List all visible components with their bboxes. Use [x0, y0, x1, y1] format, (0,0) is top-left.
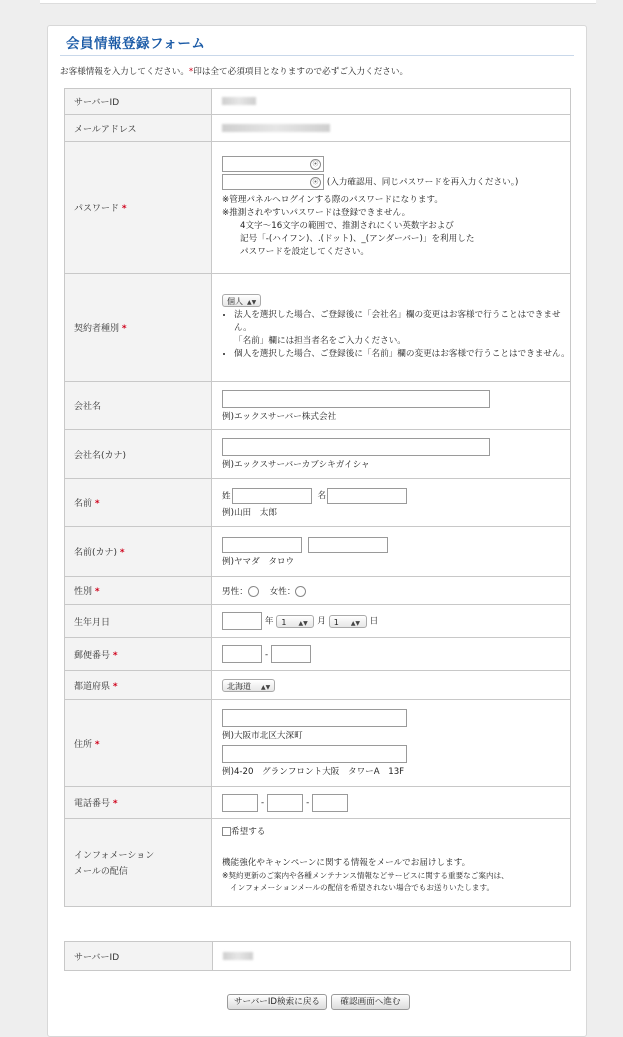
- birthday-cell: [212, 605, 571, 638]
- birth-year-input[interactable]: [222, 612, 262, 630]
- required-mark: *: [121, 324, 127, 334]
- postal-separator: -: [265, 649, 269, 660]
- row-password: [65, 142, 571, 274]
- back-to-search-button[interactable]: サーバーID検索に戻る: [227, 994, 327, 1010]
- phone-separator-1: -: [261, 798, 265, 808]
- birth-day-selected: 1: [333, 617, 339, 627]
- first-name-input[interactable]: [327, 488, 407, 504]
- first-name-kana-input[interactable]: [308, 537, 388, 553]
- title-divider: [60, 55, 574, 56]
- contract-type-notes: [222, 309, 570, 361]
- row-name-kana: [65, 527, 571, 577]
- password-confirm-hint: (入力確認用、同じパスワードを再入力ください。): [326, 177, 519, 188]
- required-mark: *: [94, 587, 100, 597]
- row-summary-server-id: [65, 942, 571, 971]
- postal-code-second-input[interactable]: [271, 645, 311, 663]
- password-cell: [212, 142, 571, 274]
- select-arrows-icon: ▲▼: [298, 619, 308, 627]
- birthday-label: 生年月日: [65, 605, 212, 638]
- required-mark: *: [112, 799, 118, 809]
- male-radio[interactable]: [248, 586, 259, 597]
- contract-type-select[interactable]: [222, 294, 261, 307]
- address-example-2: 例)4-20 グランフロント大阪 タワーA 13F: [222, 767, 405, 777]
- last-name-label: 姓: [222, 491, 231, 501]
- row-gender: [65, 577, 571, 605]
- company-kana-example: 例)エックスサーバーカブシキガイシャ: [222, 460, 370, 470]
- prefecture-select[interactable]: [222, 679, 275, 692]
- prefecture-label: [65, 671, 212, 700]
- phone-part1-input[interactable]: [222, 794, 258, 812]
- server-id-value: [212, 89, 571, 115]
- name-kana-example: 例)ヤマダ タロウ: [222, 556, 295, 567]
- female-label: 女性：: [269, 586, 296, 597]
- password-label: [65, 142, 212, 274]
- password-note-3: 4文字〜16文字の範囲で、推測されにくい英数字および: [240, 221, 454, 231]
- prefecture-cell: [212, 671, 571, 700]
- contract-note-1-text: 法人を選択した場合、ご登録後に「会社名」欄の変更はお客様で行うことはできません。: [234, 310, 561, 333]
- password-label-text: パスワード: [74, 204, 120, 214]
- row-server-id: [65, 89, 571, 115]
- required-mark: *: [94, 499, 100, 509]
- top-bar: [40, 0, 596, 4]
- contract-type-label: [65, 274, 212, 382]
- newsletter-label-line2: メールの配信: [74, 867, 128, 877]
- phone-part3-input[interactable]: [312, 794, 348, 812]
- name-example: 例)山田 太郎: [222, 507, 277, 518]
- company-kana-input[interactable]: [222, 438, 490, 456]
- prefecture-selected: 北海道: [227, 681, 251, 691]
- prefecture-label-text: 都道府県: [74, 681, 111, 692]
- proceed-to-confirm-button[interactable]: 確認画面へ進む: [331, 994, 410, 1010]
- row-phone: [65, 787, 571, 819]
- row-company: [65, 382, 571, 430]
- newsletter-note-1: ※契約更新のご案内や各種メンテナンス情報などサービスに関する重要なご案内は、: [222, 871, 509, 880]
- row-name: [65, 479, 571, 527]
- required-mark: *: [119, 548, 125, 558]
- newsletter-cell: [212, 819, 571, 907]
- contract-type-selected: 個人: [227, 297, 243, 306]
- password-input[interactable]: [222, 156, 324, 172]
- company-kana-cell: [212, 430, 571, 479]
- gender-label-text: 性別: [74, 587, 93, 597]
- row-contract-type: [65, 274, 571, 382]
- phone-part2-input[interactable]: [267, 794, 303, 812]
- birth-month-selected: 1: [281, 617, 287, 627]
- address-label-text: 住所: [74, 739, 93, 750]
- contract-note-2: • 個人を選択した場合、ご登録後に「名前」欄の変更はお客様で行うことはできません。: [234, 348, 570, 361]
- postal-label: [65, 638, 212, 671]
- company-label: 会社名: [65, 382, 212, 430]
- email-value: [212, 115, 571, 142]
- form-intro: [60, 65, 408, 77]
- postal-cell: [212, 638, 571, 671]
- row-prefecture: [65, 671, 571, 700]
- day-unit: 日: [369, 616, 379, 627]
- row-postal: [65, 638, 571, 671]
- contract-type-label-text: 契約者種別: [74, 324, 120, 334]
- postal-label-text: 郵便番号: [74, 650, 111, 661]
- birth-month-select[interactable]: [276, 615, 314, 628]
- registration-table: [64, 88, 571, 907]
- contract-type-cell: [212, 274, 571, 382]
- required-mark: *: [112, 650, 118, 661]
- required-mark: *: [94, 739, 100, 750]
- year-unit: 年: [264, 616, 274, 627]
- select-arrows-icon: ▲▼: [350, 619, 361, 627]
- page-title: 会員情報登録フォーム: [66, 36, 206, 52]
- name-kana-cell: [212, 527, 571, 577]
- postal-code-first-input[interactable]: [222, 645, 262, 663]
- intro-required-star: *: [188, 67, 194, 77]
- newsletter-checkbox[interactable]: [222, 827, 231, 836]
- row-newsletter: [65, 819, 571, 907]
- summary-server-id-value: [213, 942, 571, 971]
- row-birthday: [65, 605, 571, 638]
- company-kana-label: 会社名(カナ): [65, 430, 212, 479]
- month-unit: 月: [317, 616, 326, 627]
- masked-email: [222, 124, 330, 132]
- masked-server-id: [223, 952, 253, 960]
- email-label: メールアドレス: [65, 115, 212, 142]
- required-mark: *: [121, 204, 127, 214]
- gender-label: [65, 577, 212, 605]
- intro-text-after: 印は全て必須項目となりますので必ずご入力ください。: [193, 67, 409, 77]
- newsletter-checkbox-label[interactable]: 希望する: [231, 827, 266, 837]
- address-line1-input[interactable]: [222, 709, 407, 727]
- name-cell: [212, 479, 571, 527]
- key-icon: ⦿: [310, 177, 321, 188]
- required-mark: *: [112, 681, 118, 692]
- password-note-1: ※管理パネルへログインする際のパスワードになります。: [222, 195, 443, 205]
- last-name-input[interactable]: [232, 488, 312, 504]
- company-cell: [212, 382, 571, 430]
- newsletter-label: [65, 819, 212, 907]
- masked-server-id: [222, 97, 256, 105]
- phone-cell: [212, 787, 571, 819]
- select-arrows-icon: ▲▼: [261, 683, 271, 691]
- name-label: [65, 479, 212, 527]
- gender-cell: [212, 577, 571, 605]
- server-id-summary-table: [64, 941, 571, 971]
- address-example-1: 例)大阪市北区大深町: [222, 731, 303, 741]
- birth-day-select[interactable]: [329, 615, 367, 628]
- company-example: 例)エックスサーバー株式会社: [222, 411, 337, 422]
- last-name-kana-input[interactable]: [222, 537, 302, 553]
- intro-text-before: お客様情報を入力してください。: [60, 67, 189, 77]
- name-kana-label: [65, 527, 212, 577]
- name-label-text: 名前: [74, 499, 93, 509]
- newsletter-label-line1: インフォメーション: [74, 851, 155, 861]
- address-line2-input[interactable]: [222, 745, 407, 763]
- phone-separator-2: -: [306, 798, 310, 808]
- phone-label-text: 電話番号: [74, 799, 111, 809]
- password-note-2: ※推測されやすいパスワードは登録できません。: [222, 208, 411, 218]
- summary-server-id-label: サーバーID: [65, 942, 213, 971]
- password-note-4: 記号「-(ハイフン)、.(ドット)、_(アンダーバー)」を利用した: [240, 234, 475, 244]
- first-name-label: 名: [317, 491, 327, 501]
- password-confirm-input[interactable]: [222, 174, 324, 190]
- newsletter-description: 機能強化やキャンペーンに関する情報をメールでお届けします。: [222, 858, 471, 868]
- row-company-kana: [65, 430, 571, 479]
- select-arrows-icon: ▲▼: [247, 299, 257, 306]
- password-note-5: パスワードを設定してください。: [240, 247, 369, 257]
- male-label: 男性：: [222, 586, 248, 597]
- company-input[interactable]: [222, 390, 490, 408]
- address-label: [65, 700, 212, 787]
- key-icon: ⦿: [310, 159, 321, 170]
- female-radio[interactable]: [295, 586, 306, 597]
- row-email: [65, 115, 571, 142]
- contract-note-1-sub: 「名前」欄には担当者名をご入力ください。: [234, 336, 406, 346]
- name-kana-label-text: 名前(カナ): [74, 548, 118, 558]
- phone-label: [65, 787, 212, 819]
- contract-note-1: [234, 309, 570, 348]
- row-address: [65, 700, 571, 787]
- server-id-label: サーバーID: [65, 89, 212, 115]
- newsletter-note-2: インフォメーションメールの配信を希望されない場合でもお送りいたします。: [230, 883, 495, 892]
- address-cell: [212, 700, 571, 787]
